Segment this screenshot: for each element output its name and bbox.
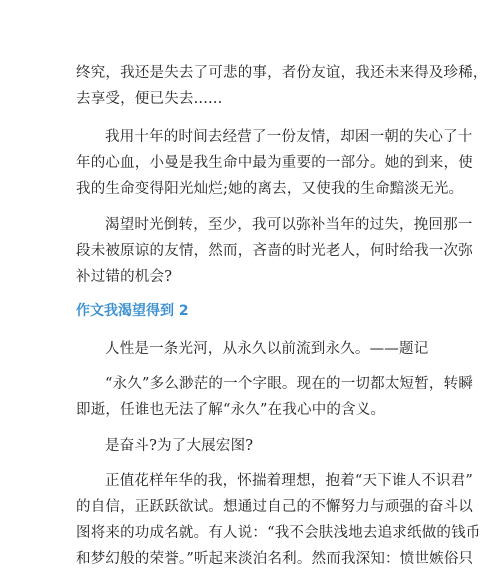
paragraph-epigraph: [76, 336, 452, 362]
text-line: 人性是一条光河，从永久以前流到永久。——题记: [105, 341, 429, 357]
text-line: 我用十年的时间去经营了一份友情，却困一朝的失心了十: [105, 129, 473, 145]
section-heading: 作文我渴望得到 2: [76, 303, 189, 319]
paragraph-ten-years: [76, 124, 473, 202]
text-line: 是奋斗?为了大展宏图?: [105, 438, 254, 454]
paragraph-lost-friendship: [76, 60, 488, 112]
text-line: 年的心血，小曼是我生命中最为重要的一部分。她的到来，使: [76, 155, 473, 171]
text-line: 去享受，便已失去......: [76, 91, 223, 107]
text-line: 即逝，任谁也无法了解“永久”在我心中的含义。: [76, 402, 386, 418]
paragraph-youth: [76, 468, 481, 572]
paragraph-question: [76, 433, 452, 459]
paragraph-time-reverse: [76, 212, 473, 290]
paragraph-eternity: [76, 371, 474, 423]
text-line: 的自信，正跃跃欲试。想通过自己的不懈努力与顽强的奋斗以: [76, 499, 473, 515]
text-line: 和梦幻般的荣誉。”听起来淡泊名利。然而我深知：愤世嫉俗只: [76, 551, 474, 567]
text-line: 图将来的功成名就。有人说：“我不会肤浅地去追求纸做的钱币: [76, 525, 481, 541]
text-line: 我的生命变得阳光灿烂;她的离去，又使我的生命黯淡无光。: [76, 181, 464, 197]
text-line: 终究，我还是失去了可悲的事，者份友谊，我还未来得及珍稀，: [76, 65, 488, 81]
text-line: “永久”多么渺茫的一个字眼。现在的一切都太短暂，转瞬: [105, 376, 474, 392]
text-line: 正值花样年华的我，怀揣着理想，抱着“天下谁人不识君”: [105, 473, 474, 489]
text-line: 补过错的机会?: [76, 269, 173, 285]
text-line: 段未被原谅的友情，然而，吝啬的时光老人，何时给我一次弥: [76, 243, 473, 259]
text-line: 渴望时光倒转，至少，我可以弥补当年的过失，挽回那一: [105, 217, 473, 233]
